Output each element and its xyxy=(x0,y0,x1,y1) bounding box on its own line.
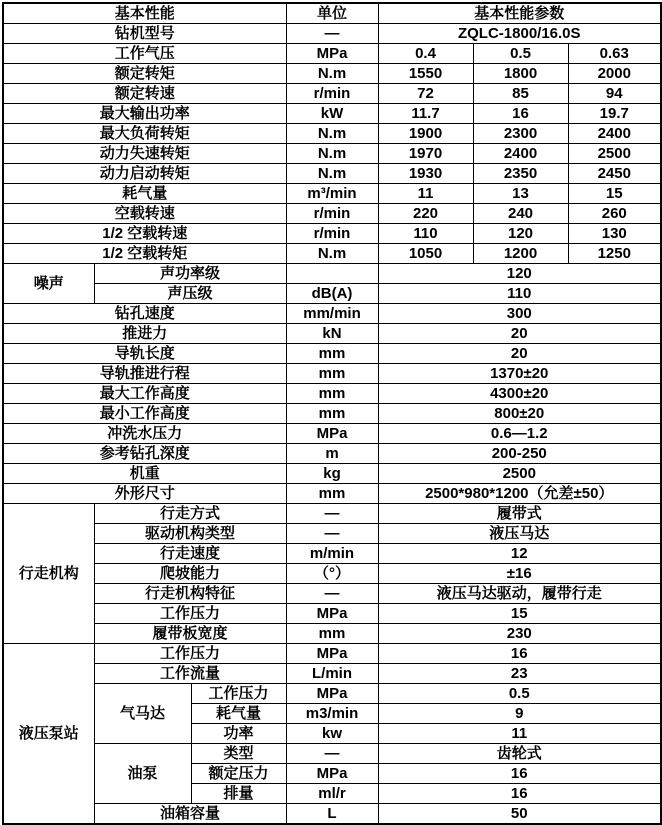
param-name-cell: 耗气量 xyxy=(3,184,286,204)
value-cell: 1800 xyxy=(473,64,568,84)
param-name-cell: 声压级 xyxy=(94,284,286,304)
table-row xyxy=(3,64,661,84)
value-cell: 16 xyxy=(378,644,661,664)
param-name-cell: 机重 xyxy=(3,464,286,484)
unit-cell: m/min xyxy=(286,544,378,564)
unit-cell: r/min xyxy=(286,224,378,244)
value-cell: 20 xyxy=(378,344,661,364)
value-cell: 220 xyxy=(378,204,473,224)
param-name-cell: 1/2 空载转速 xyxy=(3,224,286,244)
header-values-cell: 基本性能参数 xyxy=(378,3,661,24)
table-row xyxy=(3,44,661,64)
header-unit-cell: 单位 xyxy=(286,3,378,24)
value-cell: 130 xyxy=(568,224,661,244)
table-row xyxy=(3,524,661,544)
table-row xyxy=(3,164,661,184)
param-name-cell: 油箱容量 xyxy=(94,804,286,825)
unit-cell: kg xyxy=(286,464,378,484)
unit-cell: kw xyxy=(286,724,378,744)
unit-cell: r/min xyxy=(286,204,378,224)
value-cell: 1930 xyxy=(378,164,473,184)
table-row xyxy=(3,604,661,624)
value-cell: 齿轮式 xyxy=(378,744,661,764)
value-cell: ±16 xyxy=(378,564,661,584)
unit-cell: L/min xyxy=(286,664,378,684)
unit-cell: mm xyxy=(286,364,378,384)
value-cell: 12 xyxy=(378,544,661,564)
param-name-cell: 工作压力 xyxy=(94,604,286,624)
value-cell: 11.7 xyxy=(378,104,473,124)
table-row xyxy=(3,384,661,404)
table-row xyxy=(3,84,661,104)
value-cell: 0.5 xyxy=(473,44,568,64)
value-cell: 200-250 xyxy=(378,444,661,464)
table-row xyxy=(3,224,661,244)
table-row xyxy=(3,344,661,364)
subgroup-cell-oil-pump: 油泵 xyxy=(94,744,191,804)
value-cell: 1050 xyxy=(378,244,473,264)
value-cell: 85 xyxy=(473,84,568,104)
param-name-cell: 排量 xyxy=(191,784,286,804)
value-cell: 120 xyxy=(473,224,568,244)
unit-cell: mm/min xyxy=(286,304,378,324)
value-cell: 800±20 xyxy=(378,404,661,424)
table-row xyxy=(3,284,661,304)
header-param-cell: 基本性能 xyxy=(3,3,286,24)
table-row xyxy=(3,104,661,124)
param-name-cell: 工作流量 xyxy=(94,664,286,684)
value-cell: 液压马达驱动，履带行走 xyxy=(378,584,661,604)
table-row xyxy=(3,664,661,684)
unit-cell: N.m xyxy=(286,144,378,164)
param-name-cell: 最大工作高度 xyxy=(3,384,286,404)
param-name-cell: 工作气压 xyxy=(3,44,286,64)
param-name-cell: 行走方式 xyxy=(94,504,286,524)
table-row xyxy=(3,444,661,464)
unit-cell: MPa xyxy=(286,764,378,784)
group-cell-noise: 噪声 xyxy=(3,264,94,304)
group-cell-travel-mechanism: 行走机构 xyxy=(3,504,94,644)
value-cell: 19.7 xyxy=(568,104,661,124)
value-cell: 260 xyxy=(568,204,661,224)
unit-cell: — xyxy=(286,744,378,764)
unit-cell: kW xyxy=(286,104,378,124)
value-cell: 110 xyxy=(378,224,473,244)
unit-cell: MPa xyxy=(286,424,378,444)
table-row xyxy=(3,484,661,504)
table-row xyxy=(3,144,661,164)
table-row xyxy=(3,264,661,284)
unit-cell: m3/min xyxy=(286,704,378,724)
value-cell: 20 xyxy=(378,324,661,344)
param-name-cell: 额定转矩 xyxy=(3,64,286,84)
param-name-cell: 参考钻孔深度 xyxy=(3,444,286,464)
unit-cell: L xyxy=(286,804,378,825)
param-name-cell: 额定压力 xyxy=(191,764,286,784)
param-name-cell: 钻机型号 xyxy=(3,24,286,44)
unit-cell: MPa xyxy=(286,44,378,64)
param-name-cell: 声功率级 xyxy=(94,264,286,284)
unit-cell: m³/min xyxy=(286,184,378,204)
param-name-cell: 动力启动转矩 xyxy=(3,164,286,184)
unit-cell: kN xyxy=(286,324,378,344)
value-cell: 2400 xyxy=(473,144,568,164)
value-cell: 1200 xyxy=(473,244,568,264)
value-cell: 液压马达 xyxy=(378,524,661,544)
unit-cell: （°） xyxy=(286,564,378,584)
table-row xyxy=(3,744,661,764)
table-row xyxy=(3,324,661,344)
param-name-cell: 功率 xyxy=(191,724,286,744)
value-cell: 2400 xyxy=(568,124,661,144)
unit-cell: mm xyxy=(286,624,378,644)
value-cell: 50 xyxy=(378,804,661,825)
value-cell: 2500 xyxy=(378,464,661,484)
value-cell: 15 xyxy=(378,604,661,624)
value-cell: 72 xyxy=(378,84,473,104)
value-cell: 2500 xyxy=(568,144,661,164)
unit-cell: MPa xyxy=(286,684,378,704)
param-name-cell: 最小工作高度 xyxy=(3,404,286,424)
table-row xyxy=(3,24,661,44)
value-cell: 15 xyxy=(568,184,661,204)
table-row xyxy=(3,464,661,484)
value-cell: 23 xyxy=(378,664,661,684)
table-row xyxy=(3,304,661,324)
param-name-cell: 额定转速 xyxy=(3,84,286,104)
unit-cell: mm xyxy=(286,344,378,364)
value-cell: 4300±20 xyxy=(378,384,661,404)
param-name-cell: 外形尺寸 xyxy=(3,484,286,504)
unit-cell: — xyxy=(286,24,378,44)
unit-cell: N.m xyxy=(286,64,378,84)
unit-cell: mm xyxy=(286,384,378,404)
param-name-cell: 1/2 空载转矩 xyxy=(3,244,286,264)
value-cell: 1250 xyxy=(568,244,661,264)
value-cell: 230 xyxy=(378,624,661,644)
table-row xyxy=(3,364,661,384)
unit-cell: — xyxy=(286,504,378,524)
value-cell: 0.63 xyxy=(568,44,661,64)
value-cell: 16 xyxy=(378,764,661,784)
unit-cell: — xyxy=(286,524,378,544)
unit-cell: MPa xyxy=(286,604,378,624)
param-name-cell: 行走速度 xyxy=(94,544,286,564)
value-cell: 11 xyxy=(378,184,473,204)
table-row xyxy=(3,124,661,144)
value-cell: 2450 xyxy=(568,164,661,184)
unit-cell: dB(A) xyxy=(286,284,378,304)
unit-cell: MPa xyxy=(286,644,378,664)
param-name-cell: 空载转速 xyxy=(3,204,286,224)
value-cell: 0.6—1.2 xyxy=(378,424,661,444)
value-cell: 1900 xyxy=(378,124,473,144)
value-cell: 120 xyxy=(378,264,661,284)
param-name-cell: 工作压力 xyxy=(191,684,286,704)
unit-cell: N.m xyxy=(286,244,378,264)
spec-table xyxy=(2,2,662,825)
table-row xyxy=(3,184,661,204)
table-row xyxy=(3,684,661,704)
table-row xyxy=(3,204,661,224)
value-cell: 300 xyxy=(378,304,661,324)
param-name-cell: 履带板宽度 xyxy=(94,624,286,644)
value-cell: 94 xyxy=(568,84,661,104)
value-cell: 1970 xyxy=(378,144,473,164)
param-name-cell: 动力失速转矩 xyxy=(3,144,286,164)
table-row xyxy=(3,544,661,564)
unit-cell: mm xyxy=(286,484,378,504)
value-cell: 2300 xyxy=(473,124,568,144)
value-cell: 9 xyxy=(378,704,661,724)
param-name-cell: 导轨推进行程 xyxy=(3,364,286,384)
value-cell: 13 xyxy=(473,184,568,204)
param-name-cell: 最大负荷转矩 xyxy=(3,124,286,144)
table-row xyxy=(3,644,661,664)
param-name-cell: 行走机构特征 xyxy=(94,584,286,604)
value-cell: 0.5 xyxy=(378,684,661,704)
value-cell: 16 xyxy=(378,784,661,804)
param-name-cell: 最大输出功率 xyxy=(3,104,286,124)
table-row xyxy=(3,404,661,424)
param-name-cell: 类型 xyxy=(191,744,286,764)
table-header-row xyxy=(3,3,661,24)
value-cell: 2500*980*1200（允差±50） xyxy=(378,484,661,504)
param-name-cell: 驱动机构类型 xyxy=(94,524,286,544)
unit-cell xyxy=(286,264,378,284)
value-cell: 1550 xyxy=(378,64,473,84)
unit-cell: mm xyxy=(286,404,378,424)
unit-cell: r/min xyxy=(286,84,378,104)
param-name-cell: 冲洗水压力 xyxy=(3,424,286,444)
table-row xyxy=(3,504,661,524)
param-name-cell: 工作压力 xyxy=(94,644,286,664)
value-cell: 16 xyxy=(473,104,568,124)
unit-cell: m xyxy=(286,444,378,464)
value-cell: 240 xyxy=(473,204,568,224)
value-cell: 11 xyxy=(378,724,661,744)
subgroup-cell-air-motor: 气马达 xyxy=(94,684,191,744)
param-name-cell: 耗气量 xyxy=(191,704,286,724)
table-row xyxy=(3,624,661,644)
unit-cell: ml/r xyxy=(286,784,378,804)
value-cell: 1370±20 xyxy=(378,364,661,384)
param-name-cell: 爬坡能力 xyxy=(94,564,286,584)
unit-cell: N.m xyxy=(286,164,378,184)
unit-cell: N.m xyxy=(286,124,378,144)
table-row xyxy=(3,424,661,444)
table-row xyxy=(3,244,661,264)
value-cell: 履带式 xyxy=(378,504,661,524)
table-row xyxy=(3,584,661,604)
value-cell: ZQLC-1800/16.0S xyxy=(378,24,661,44)
param-name-cell: 钻孔速度 xyxy=(3,304,286,324)
table-row xyxy=(3,804,661,825)
table-row xyxy=(3,564,661,584)
group-cell-hydraulic-pump-station: 液压泵站 xyxy=(3,644,94,825)
param-name-cell: 导轨长度 xyxy=(3,344,286,364)
value-cell: 110 xyxy=(378,284,661,304)
unit-cell: — xyxy=(286,584,378,604)
value-cell: 2000 xyxy=(568,64,661,84)
value-cell: 0.4 xyxy=(378,44,473,64)
value-cell: 2350 xyxy=(473,164,568,184)
param-name-cell: 推进力 xyxy=(3,324,286,344)
